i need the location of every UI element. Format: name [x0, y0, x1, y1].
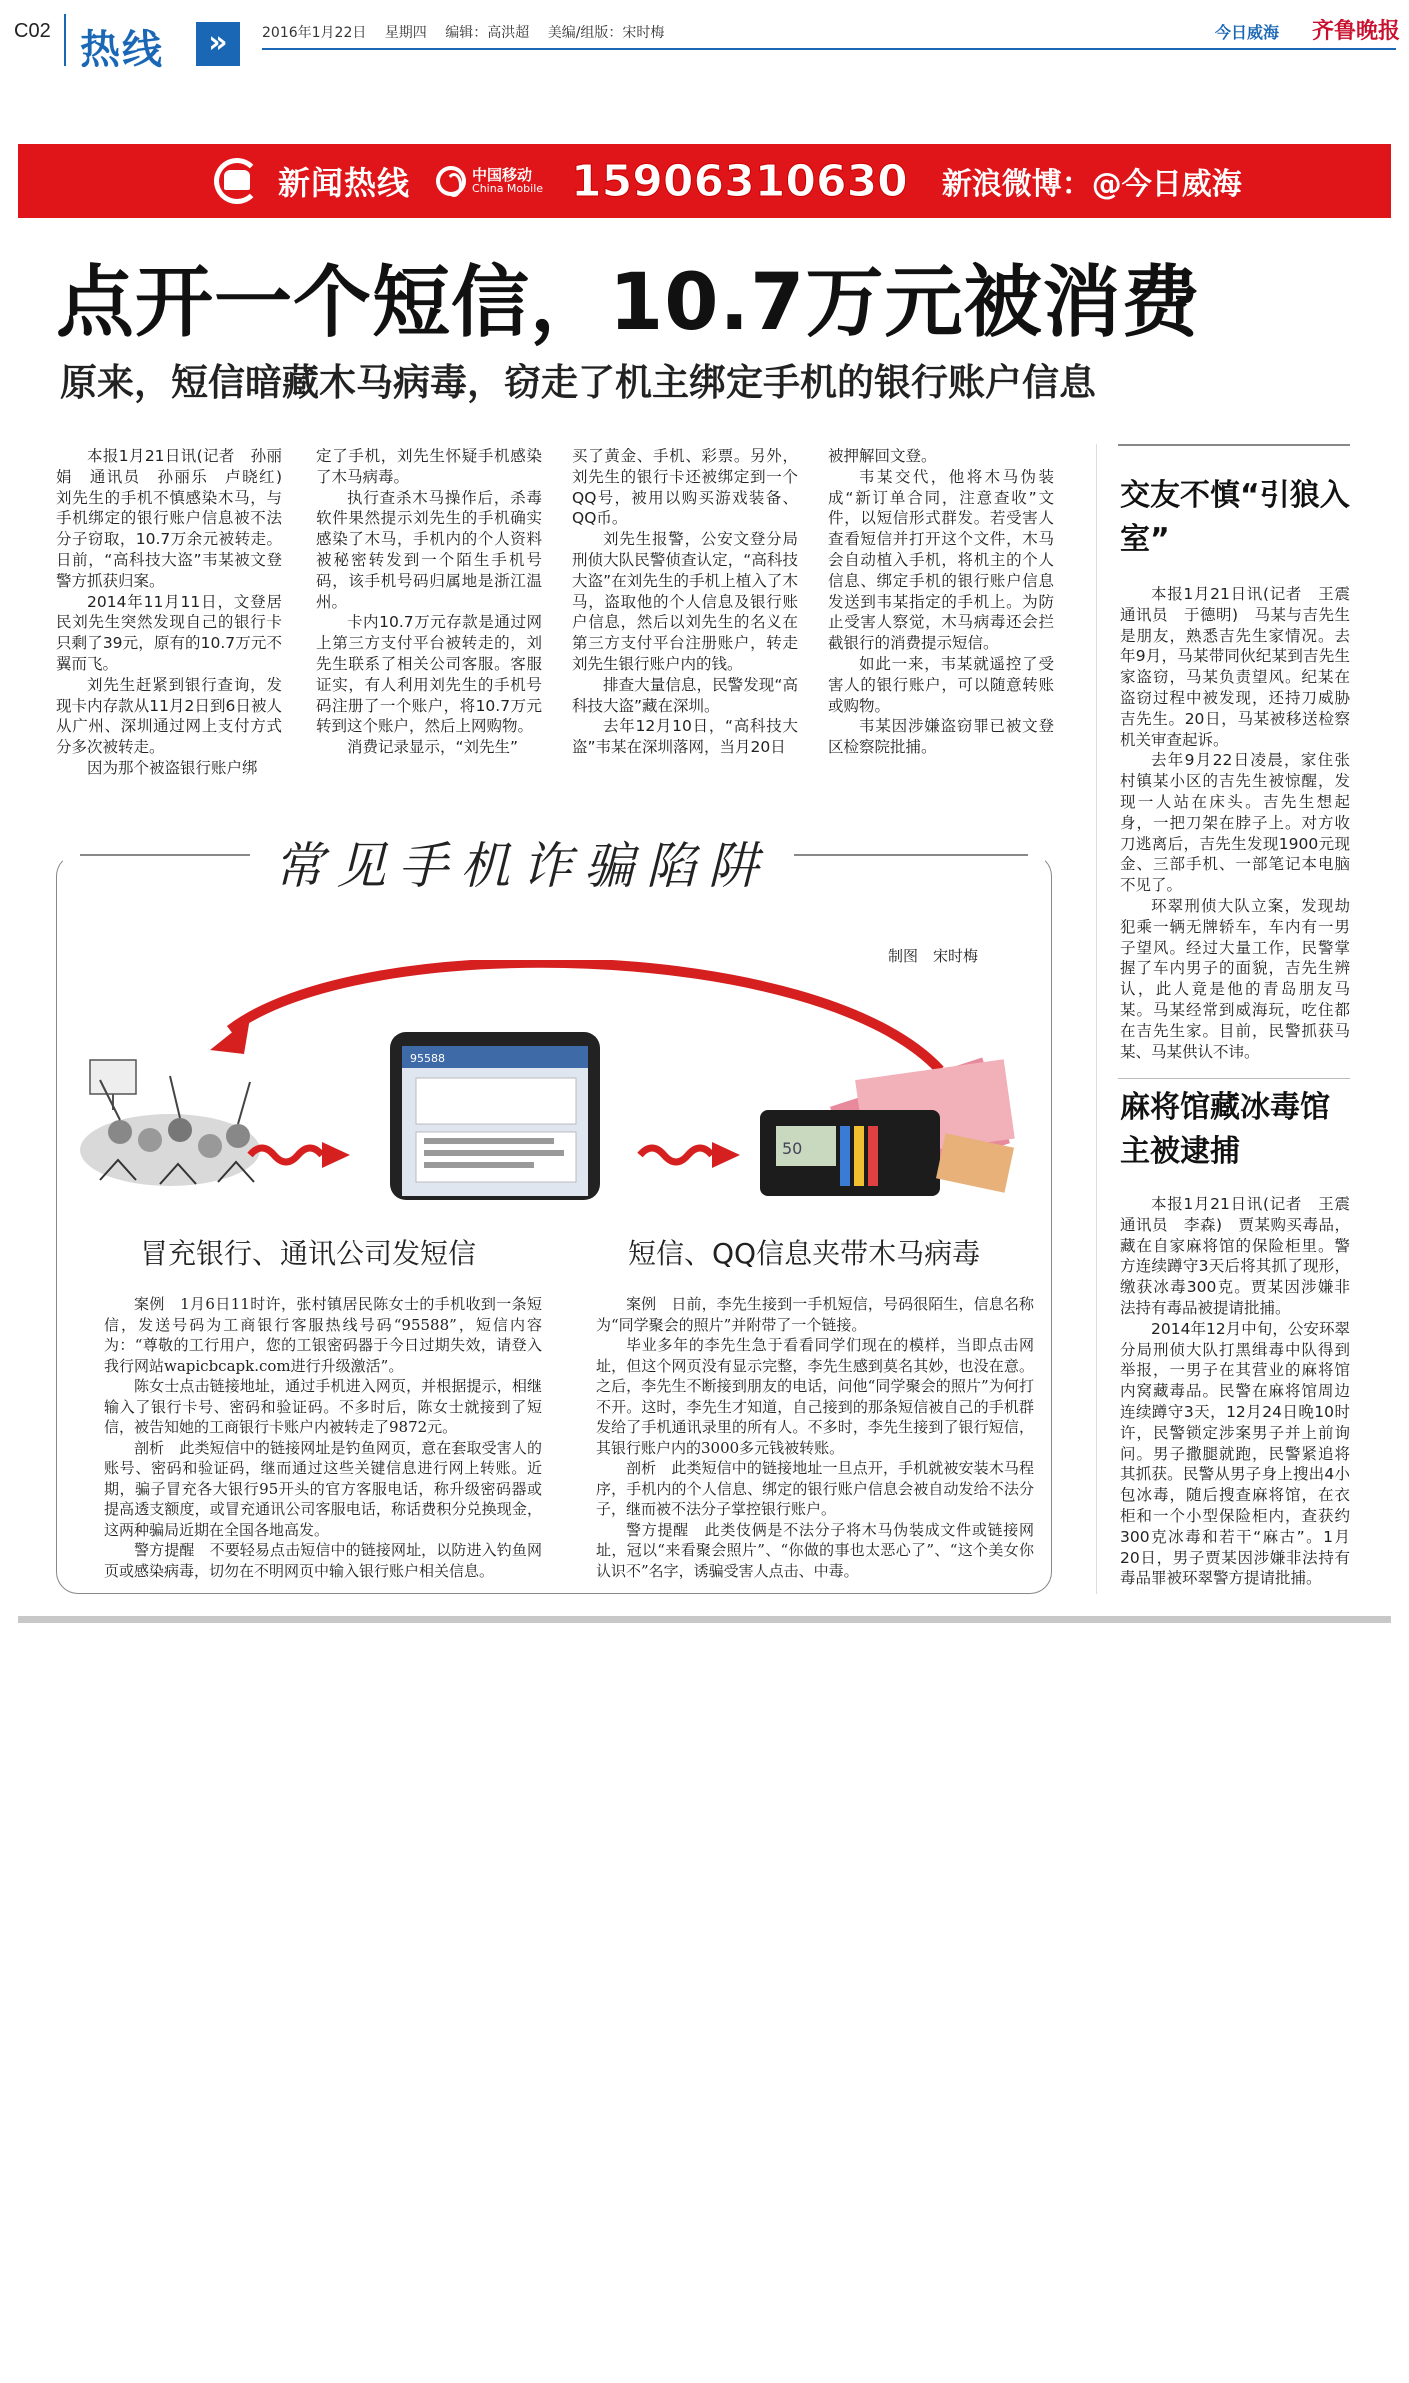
- wallet-money-icon: [760, 1057, 1015, 1196]
- china-mobile-icon: [436, 166, 466, 196]
- article-column-3: [572, 446, 798, 758]
- paragraph: 卡内10.7万元存款是通过网上第三方支付平台被转走的，刘先生联系了相关公司客服。客服证实，有人利用刘先生的手机号码注册了一个账户，将10.7万元转到这个账户，然后上网购物。: [316, 613, 542, 736]
- infographic-title-rule: [794, 854, 1028, 856]
- headline: 点开一个短信，10.7万元被消费: [56, 258, 1201, 348]
- paragraph: 警方提醒 此类伎俩是不法分子将木马伪装成文件或链接网址，冠以“来看聚会照片”、“你做的事也太恶心了”、“这个美女你认识不”名字，诱骗受害人点击、中毒。: [596, 1520, 1034, 1580]
- case-column-right: [596, 1294, 1034, 1581]
- paragraph: 去年12月10日，“高科技大盗”韦某在深圳落网，当月20日: [572, 717, 798, 757]
- paragraph: 如此一来，韦某就遥控了受害人的银行账户，可以随意转账或购物。: [828, 654, 1054, 715]
- graphic-credit: 制图 宋时梅: [888, 947, 979, 965]
- paragraph: 剖析 此类短信中的链接地址一旦点开，手机就被安装木马程序，手机内的个人信息、绑定的银行账户信息会被自动发给不法分子，继而被不法分子掌控银行账户。: [596, 1459, 1034, 1518]
- page-bottom-rule: [18, 1616, 1391, 1623]
- paragraph: 去年9月22日凌晨，家住张村镇某小区的吉先生被惊醒，发现一人站在床头。吉先生想起身，一把刀架在脖子上。对方收刀逃离后，吉先生发现1900元现金、三部手机、一部笔记本电脑不见了。: [1120, 751, 1350, 895]
- page-number: C02: [14, 20, 51, 42]
- subheadline: 原来，短信暗藏木马病毒，窃走了机主绑定手机的银行账户信息: [60, 361, 1096, 404]
- issue-editor: 编辑：高洪超: [445, 25, 530, 41]
- paragraph: 买了黄金、手机、彩票。另外，刘先生的银行卡还被绑定到一个QQ号，被用以购买游戏装备、QQ币。: [572, 447, 798, 528]
- page-header: [0, 0, 1409, 80]
- graphic-caption-right: 短信、QQ信息夹带木马病毒: [628, 1237, 981, 1270]
- scam-illustration: [60, 960, 1050, 1200]
- article-column-2: [316, 446, 542, 758]
- case-column-left: [104, 1294, 542, 1581]
- issue-weekday: 星期四: [384, 25, 427, 41]
- paragraph: 定了手机，刘先生怀疑手机感染了木马病毒。: [316, 447, 542, 486]
- paragraph: 刘先生赶紧到银行查询，发现卡内存款从11月2日到6日被人从广州、深圳通过网上支付方式分多次被转走。: [56, 675, 282, 757]
- phone-icon: [208, 152, 266, 210]
- paragraph: 执行查杀木马操作后，杀毒软件果然提示刘先生的手机确实感染了木马，手机内的个人资料被秘密转发到一个陌生手机号码，该手机号码归属地是浙江温州。: [316, 488, 542, 611]
- issue-designer: 美编/组版：宋时梅: [547, 25, 665, 41]
- paragraph: 排查大量信息，民警发现“高科技大盗”藏在深圳。: [572, 675, 798, 715]
- header-rule: [262, 48, 1396, 50]
- fishermen-crowd-icon: [80, 1060, 260, 1186]
- paragraph: 警方提醒 不要轻易点击短信中的链接网址，以防进入钓鱼网页或感染病毒，切勿在不明网页中输入银行账户相关信息。: [104, 1541, 542, 1580]
- carrier-name-en: China Mobile: [472, 182, 544, 196]
- paragraph: 韦某交代，他将木马伪装成“新订单合同，注意查收”文件，以短信形式群发。若受害人查看短信并打开这个文件，木马会自动植入手机，将机主的个人信息、绑定手机的银行账户信息发送到韦某指定的手机上。为防止受害人察觉，木马病毒还会拦截银行的消费提示短信。: [828, 467, 1054, 653]
- article-column-4: [828, 446, 1054, 758]
- edition-name: 今日威海: [1215, 23, 1280, 42]
- paragraph: 案例 日前，李先生接到一手机短信，号码很陌生，信息名称为“同学聚会的照片”并附带了一个链接。: [596, 1295, 1034, 1334]
- paragraph: 刘先生报警，公安文登分局刑侦大队民警侦查认定，“高科技大盗”在刘先生的手机上植入了木马，盗取他的个人信息及银行账户信息，然后以刘先生的名义在第三方支付平台注册账户，转走刘先生银行账户内的钱。: [572, 530, 798, 673]
- paragraph: 因为那个被盗银行账户绑: [87, 758, 258, 777]
- hotline-banner: [18, 144, 1391, 218]
- paragraph: 韦某因涉嫌盗窃罪已被文登区检察院批捕。: [828, 717, 1054, 757]
- sidebar-story-title: 麻将馆藏冰毒馆主被逮捕: [1120, 1090, 1330, 1169]
- sidebar-divider: [1096, 444, 1097, 1594]
- paragraph: 2014年11月11日，文登居民刘先生突然发现自己的银行卡只剩了39元，原有的10.7万元不翼而飞。: [56, 592, 282, 673]
- sidebar-story-body: [1120, 584, 1366, 1062]
- arrowhead-icon: [210, 1018, 250, 1054]
- paragraph: 案例 1月6日11时许，张村镇居民陈女士的手机收到一条短信，发送号码为工商银行客服热线号码“95588”，短信内容为：“尊敬的工行用户，您的工银密码器于今日过期失效，请登入我行网站wapicbcapk.com进行升级激活”。: [104, 1295, 542, 1375]
- header-divider: [64, 14, 66, 66]
- issue-meta: [262, 22, 678, 42]
- paragraph: 本报1月21日讯(记者 王震 通讯员 李森) 贾某购买毒品，藏在自家麻将馆的保险柜里。警方连续蹲守3天后将其抓了现形，缴获冰毒300克。贾某因涉嫌非法持有毒品被提请批捕。: [1120, 1195, 1366, 1317]
- carrier-name-cn: 中国移动: [472, 165, 533, 184]
- paragraph: 消费记录显示，“刘先生”: [347, 738, 519, 757]
- sidebar-rule: [1118, 444, 1350, 446]
- newspaper-logo: 齐鲁晚报: [1312, 18, 1401, 44]
- hotline-label: 新闻热线: [278, 164, 411, 202]
- section-arrow-icon: »: [196, 22, 240, 66]
- sms-sender: 95588: [410, 1052, 445, 1065]
- hotline-number: 15906310630: [571, 155, 908, 207]
- weibo-handle: 新浪微博：@今日威海: [941, 167, 1242, 202]
- paragraph: 本报1月21日讯(记者 王震 通讯员 于德明) 马某与吉先生是朋友，熟悉吉先生家情况。去年9月，马某带同伙纪某到吉先生家盗窃，马某负责望风。纪某在盗窃过程中被发现，还持刀威胁吉先生。20日，马某被移送检察机关审查起诉。: [1120, 585, 1366, 749]
- sidebar-story-body: [1120, 1194, 1366, 1589]
- paragraph: 陈女士点击链接地址，通过手机进入网页，并根据提示，相继输入了银行卡号、密码和验证码。不多时后，陈女士就接到了短信，被告知她的工商银行卡账户内被转走了9872元。: [104, 1377, 542, 1436]
- paragraph: 本报1月21日讯(记者 孙丽娟 通讯员 孙丽乐 卢晓红) 刘先生的手机不慎感染木马，与手机绑定的银行账户信息被不法分子窃取，10.7万余元被转走。日前，“高科技大盗”韦某被文登警方抓获归案。: [56, 447, 298, 590]
- issue-date: 2016年1月22日: [262, 25, 367, 41]
- section-name: 热线: [80, 27, 164, 73]
- paragraph: 2014年12月中旬，公安环翠分局刑侦大队打黑缉毒中队得到举报，一男子在其营业的麻将馆内窝藏毒品。民警在麻将馆周边连续蹲守3天，12月24日晚10时许，民警锁定涉案男子并上前询问。男子撒腿就跑，民警紧追将其抓获。民警从男子身上搜出4小包冰毒，随后搜查麻将馆，在衣柜和一个小型保险柜内，查获约300克冰毒和若干“麻古”。1月20日，男子贾某因涉嫌非法持有毒品罪被环翠警方提请批捕。: [1120, 1319, 1350, 1588]
- infographic-title: 常见手机诈骗陷阱: [250, 826, 794, 898]
- paragraph: 毕业多年的李先生急于看看同学们现在的模样，当即点击网址，但这个网页没有显示完整，李先生感到莫名其妙，也没在意。之后，李先生不断接到朋友的电话，问他“同学聚会的照片”为何打不开。这时，李先生才知道，自己接到的那条短信被自己的手机群发给了手机通讯录里的所有人。不多时，李先生接到了银行短信，其银行账户内的3000多元钱被转账。: [596, 1336, 1034, 1457]
- sidebar-separator: [1118, 1078, 1350, 1079]
- paragraph: 被押解回文登。: [828, 447, 937, 465]
- bank-card-label: 50: [782, 1139, 803, 1158]
- infographic-title-rule: [80, 854, 250, 856]
- graphic-caption-left: 冒充银行、通讯公司发短信: [140, 1237, 477, 1270]
- paragraph: 环翠刑侦大队立案，发现劫犯乘一辆无牌轿车，车内有一男子望风。经过大量工作，民警掌握了车内男子的面貌，吉先生辨认，此人竟是他的青岛朋友马某。马某经常到威海玩，吃住都在吉先生家。目前，民警抓获马某、马某供认不讳。: [1120, 896, 1350, 1061]
- article-column-1: [56, 446, 298, 779]
- paragraph: 剖析 此类短信中的链接网址是钓鱼网页，意在套取受害人的账号、密码和验证码，继而通过这些关键信息进行网上转账。近期，骗子冒充各大银行95开头的官方客服电话，称升级密码器或提高透支额度，或冒充通讯公司客服电话，称话费积分兑换现金，这两种骗局近期在全国各地高发。: [104, 1438, 542, 1539]
- sidebar-story-title: 交友不慎“引狼入室”: [1120, 478, 1350, 557]
- smartphone-icon: [390, 1032, 600, 1200]
- china-mobile-logo: [436, 166, 543, 196]
